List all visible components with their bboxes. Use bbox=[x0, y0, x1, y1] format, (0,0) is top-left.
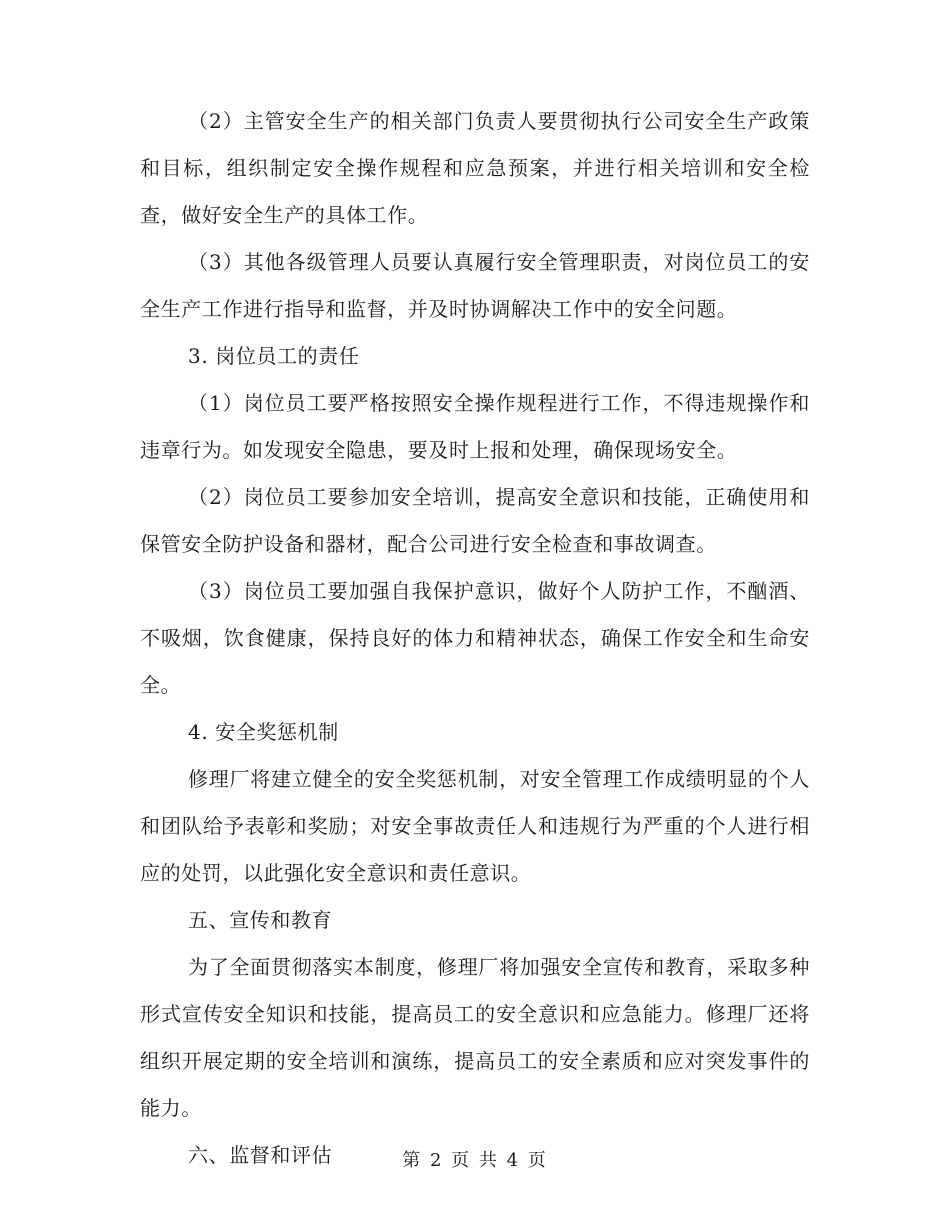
paragraph-employee-duty-3: （3）岗位员工要加强自我保护意识，做好个人防护工作，不酗酒、不吸烟，饮食健康，保持良好的体力和精神状态，确保工作安全和生命安全。 bbox=[140, 579, 810, 697]
paragraph-managers-duties: （3）其他各级管理人员要认真履行安全管理职责，对岗位员工的安全生产工作进行指导和监督，并及时协调解决工作中的安全问题。 bbox=[140, 250, 810, 321]
paragraph-reward-punishment: 修理厂将建立健全的安全奖惩机制，对安全管理工作成绩明显的个人和团队给予表彰和奖励；对安全事故责任人和违规行为严重的个人进行相应的处罚，以此强化安全意识和责任意识。 bbox=[140, 767, 810, 885]
paragraph-dept-head-duties: （2）主管安全生产的相关部门负责人要贯彻执行公司安全生产政策和目标，组织制定安全操作规程和应急预案，并进行相关培训和安全检查，做好安全生产的具体工作。 bbox=[140, 109, 810, 227]
section-heading-supervision-evaluation: 六、监督和评估 bbox=[188, 1143, 333, 1167]
paragraph-publicity-education: 为了全面贯彻落实本制度，修理厂将加强安全宣传和教育，采取多种形式宣传安全知识和技能，提高员工的安全意识和应急能力。修理厂还将组织开展定期的安全培训和演练，提高员工的安全素质和应对突发事件的能力。 bbox=[140, 955, 810, 1120]
document-body bbox=[140, 98, 810, 1179]
section-heading-publicity-education: 五、宣传和教育 bbox=[188, 908, 333, 932]
section-heading-reward-punishment: 4. 安全奖惩机制 bbox=[188, 720, 339, 744]
paragraph-employee-duty-1: （1）岗位员工要严格按照安全操作规程进行工作，不得违规操作和违章行为。如发现安全隐患，要及时上报和处理，确保现场安全。 bbox=[140, 391, 810, 462]
paragraph-employee-duty-2: （2）岗位员工要参加安全培训，提高安全意识和技能，正确使用和保管安全防护设备和器材，配合公司进行安全检查和事故调查。 bbox=[140, 485, 810, 556]
section-heading-employee-responsibility: 3. 岗位员工的责任 bbox=[188, 344, 360, 368]
page-footer: 第 2 页 共 4 页 bbox=[402, 1150, 548, 1171]
